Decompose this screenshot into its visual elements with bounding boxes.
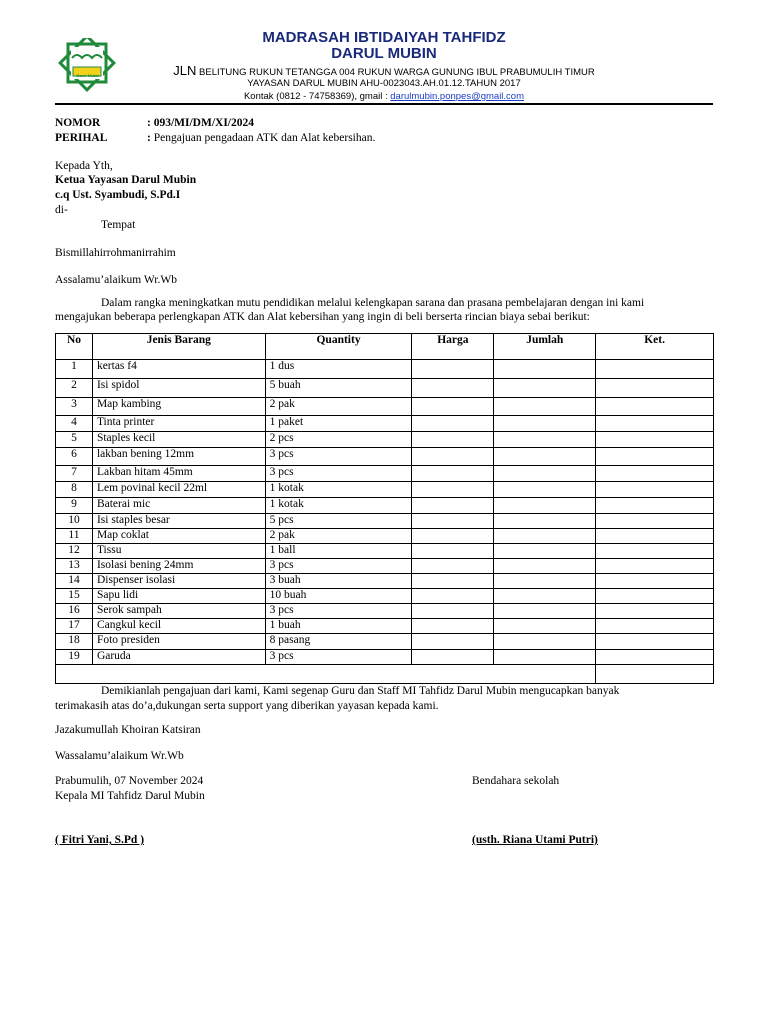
row-quantity: 3 pcs	[265, 650, 412, 665]
row-no: 17	[56, 619, 93, 634]
row-quantity: 1 buah	[265, 619, 412, 634]
left-signatory-name: ( Fitri Yani, S.Pd )	[55, 834, 145, 846]
row-ket	[596, 498, 714, 514]
header-quantity: Quantity	[265, 334, 412, 360]
left-signatory-title: Kepala MI Tahfidz Darul Mubin	[55, 790, 205, 802]
row-quantity: 2 pcs	[265, 432, 412, 448]
perihal-colon: :	[147, 132, 151, 144]
row-ket	[596, 604, 714, 619]
row-ket	[596, 360, 714, 379]
letterhead	[0, 0, 768, 106]
row-harga	[412, 650, 494, 665]
row-item: Map coklat	[92, 529, 265, 544]
row-item: Staples kecil	[92, 432, 265, 448]
row-quantity: 10 buah	[265, 589, 412, 604]
row-harga	[412, 498, 494, 514]
recipient-place: Tempat	[101, 219, 136, 231]
row-no: 16	[56, 604, 93, 619]
row-item: Baterai mic	[92, 498, 265, 514]
row-harga	[412, 619, 494, 634]
header-jenis-barang: Jenis Barang	[92, 334, 265, 360]
row-ket	[596, 416, 714, 432]
row-quantity: 1 kotak	[265, 498, 412, 514]
row-ket	[596, 432, 714, 448]
row-item: Sapu lidi	[92, 589, 265, 604]
row-harga	[412, 448, 494, 466]
row-jumlah	[494, 498, 596, 514]
table-row	[56, 529, 714, 544]
closing-paragraph-line2: terimakasih atas do’a,dukungan serta support yang diberikan yayasan kepada kami.	[55, 700, 439, 712]
row-ket	[596, 559, 714, 574]
address-prefix: JLN	[173, 63, 197, 78]
row-item: Serok sampah	[92, 604, 265, 619]
row-no: 3	[56, 398, 93, 416]
row-ket	[596, 634, 714, 650]
row-jumlah	[494, 466, 596, 482]
row-item: Dispenser isolasi	[92, 574, 265, 589]
table-row	[56, 398, 714, 416]
row-item: Tinta printer	[92, 416, 265, 432]
table-row	[56, 448, 714, 466]
row-ket	[596, 514, 714, 529]
table-row	[56, 482, 714, 498]
basmalah: Bismillahirrohmanirrahim	[55, 247, 176, 259]
row-jumlah	[494, 589, 596, 604]
row-quantity: 5 buah	[265, 379, 412, 398]
place-date: Prabumulih, 07 November 2024	[55, 775, 204, 787]
header-harga: Harga	[412, 334, 494, 360]
row-quantity: 3 pcs	[265, 466, 412, 482]
row-jumlah	[494, 544, 596, 559]
row-jumlah	[494, 529, 596, 544]
jazakumullah: Jazakumullah Khoiran Katsiran	[55, 724, 201, 736]
row-no: 11	[56, 529, 93, 544]
table-row	[56, 634, 714, 650]
row-item: Isi staples besar	[92, 514, 265, 529]
table-row	[56, 514, 714, 529]
row-quantity: 3 pcs	[265, 604, 412, 619]
table-row	[56, 559, 714, 574]
row-jumlah	[494, 416, 596, 432]
row-no: 19	[56, 650, 93, 665]
row-item: Map kambing	[92, 398, 265, 416]
email-link[interactable]: darulmubin.ponpes@gmail.com	[390, 91, 525, 102]
row-harga	[412, 514, 494, 529]
row-no: 14	[56, 574, 93, 589]
row-harga	[412, 529, 494, 544]
row-jumlah	[494, 448, 596, 466]
recipient-name: Ketua Yayasan Darul Mubin	[55, 174, 197, 186]
school-name-2: DARUL MUBIN	[331, 45, 437, 62]
row-quantity: 1 kotak	[265, 482, 412, 498]
header-no: No	[56, 334, 93, 360]
perihal-label: PERIHAL	[55, 132, 108, 144]
row-item: Lakban hitam 45mm	[92, 466, 265, 482]
row-no: 2	[56, 379, 93, 398]
header-ket: Ket.	[596, 334, 714, 360]
opening-salam: Assalamu’alaikum Wr.Wb	[55, 274, 177, 286]
right-signatory-name: (usth. Riana Utami Putri)	[472, 834, 598, 846]
row-jumlah	[494, 379, 596, 398]
row-jumlah	[494, 619, 596, 634]
school-address	[0, 63, 768, 78]
row-harga	[412, 466, 494, 482]
row-jumlah	[494, 432, 596, 448]
row-jumlah	[494, 398, 596, 416]
row-jumlah	[494, 604, 596, 619]
school-name: MADRASAH IBTIDAIYAH TAHFIDZ	[262, 29, 506, 46]
header-jumlah: Jumlah	[494, 334, 596, 360]
row-jumlah	[494, 514, 596, 529]
row-item: Isi spidol	[92, 379, 265, 398]
row-jumlah	[494, 574, 596, 589]
row-jumlah	[494, 559, 596, 574]
row-no: 6	[56, 448, 93, 466]
table-row	[56, 574, 714, 589]
row-ket	[596, 529, 714, 544]
recipient-di: di-	[55, 204, 68, 216]
row-ket	[596, 589, 714, 604]
row-harga	[412, 416, 494, 432]
row-harga	[412, 360, 494, 379]
row-item: Lem povinal kecil 22ml	[92, 482, 265, 498]
row-no: 12	[56, 544, 93, 559]
row-item: Garuda	[92, 650, 265, 665]
closing-paragraph-line1: Demikianlah pengajuan dari kami, Kami segenap Guru dan Staff MI Tahfidz Darul Mubin mengucapkan banyak	[101, 685, 620, 697]
row-jumlah	[494, 360, 596, 379]
row-ket	[596, 379, 714, 398]
row-ket	[596, 398, 714, 416]
row-quantity: 3 pcs	[265, 559, 412, 574]
row-item: Foto presiden	[92, 634, 265, 650]
table-row	[56, 544, 714, 559]
table-row	[56, 466, 714, 482]
opening-paragraph-line2: mengajukan beberapa perlengkapan ATK dan Alat kebersihan yang ingin di beli berserta rincian biaya sebai berikut:	[55, 311, 590, 323]
table-footer-row	[56, 665, 714, 684]
row-harga	[412, 544, 494, 559]
table-row	[56, 432, 714, 448]
row-ket	[596, 619, 714, 634]
row-quantity: 8 pasang	[265, 634, 412, 650]
row-no: 5	[56, 432, 93, 448]
row-harga	[412, 604, 494, 619]
row-no: 1	[56, 360, 93, 379]
row-no: 9	[56, 498, 93, 514]
row-item: kertas f4	[92, 360, 265, 379]
row-harga	[412, 559, 494, 574]
contact-prefix: Kontak (0812 - 74758369), gmail :	[243, 91, 391, 102]
perihal-value-line	[147, 131, 375, 145]
footer-ket-cell	[596, 665, 714, 684]
contact-line	[0, 91, 768, 102]
recipient-cq: c.q Ust. Syambudi, S.Pd.I	[55, 189, 181, 201]
row-no: 13	[56, 559, 93, 574]
address-text: BELITUNG RUKUN TETANGGA 004 RUKUN WARGA GUNUNG IBUL PRABUMULIH TIMUR	[199, 67, 595, 78]
logo-caption: Darul Mubin	[76, 73, 100, 78]
row-item: Cangkul kecil	[92, 619, 265, 634]
footer-cell	[56, 665, 596, 684]
row-quantity: 1 dus	[265, 360, 412, 379]
row-harga	[412, 574, 494, 589]
row-item: Tissu	[92, 544, 265, 559]
row-jumlah	[494, 650, 596, 665]
row-quantity: 1 ball	[265, 544, 412, 559]
table-row	[56, 589, 714, 604]
row-ket	[596, 482, 714, 498]
row-jumlah	[494, 634, 596, 650]
row-quantity: 3 buah	[265, 574, 412, 589]
letterhead-divider	[55, 103, 713, 105]
row-item: Isolasi bening 24mm	[92, 559, 265, 574]
nomor-label: NOMOR	[55, 117, 101, 129]
table-row	[56, 604, 714, 619]
row-jumlah	[494, 482, 596, 498]
row-no: 10	[56, 514, 93, 529]
row-ket	[596, 466, 714, 482]
foundation-line: YAYASAN DARUL MUBIN AHU-0023043.AH.01.12.TAHUN 2017	[247, 78, 521, 89]
row-quantity: 2 pak	[265, 398, 412, 416]
row-quantity: 2 pak	[265, 529, 412, 544]
items-table	[55, 333, 714, 684]
row-ket	[596, 448, 714, 466]
row-ket	[596, 574, 714, 589]
row-no: 15	[56, 589, 93, 604]
row-harga	[412, 482, 494, 498]
row-ket	[596, 544, 714, 559]
row-no: 18	[56, 634, 93, 650]
table-row	[56, 650, 714, 665]
perihal-value: Pengajuan pengadaan ATK dan Alat kebersihan.	[150, 132, 376, 144]
row-harga	[412, 634, 494, 650]
closing-salam: Wassalamu’alaikum Wr.Wb	[55, 750, 184, 762]
row-harga	[412, 379, 494, 398]
row-no: 8	[56, 482, 93, 498]
row-quantity: 1 paket	[265, 416, 412, 432]
row-no: 4	[56, 416, 93, 432]
row-no: 7	[56, 466, 93, 482]
row-item: lakban bening 12mm	[92, 448, 265, 466]
row-harga	[412, 432, 494, 448]
row-quantity: 5 pcs	[265, 514, 412, 529]
right-signatory-title: Bendahara sekolah	[472, 775, 560, 787]
nomor-value: : 093/MI/DM/XI/2024	[147, 117, 255, 129]
opening-paragraph-line1: Dalam rangka meningkatkan mutu pendidikan melalui kelengkapan sarana dan prasana pembelajaran dengan ini kami	[101, 297, 645, 309]
table-row	[56, 360, 714, 379]
table-row	[56, 416, 714, 432]
table-row	[56, 379, 714, 398]
table-row	[56, 619, 714, 634]
row-harga	[412, 398, 494, 416]
row-harga	[412, 589, 494, 604]
table-header-row	[56, 334, 714, 360]
table-row	[56, 498, 714, 514]
recipient-greeting: Kepada Yth,	[55, 160, 113, 172]
row-ket	[596, 650, 714, 665]
row-quantity: 3 pcs	[265, 448, 412, 466]
